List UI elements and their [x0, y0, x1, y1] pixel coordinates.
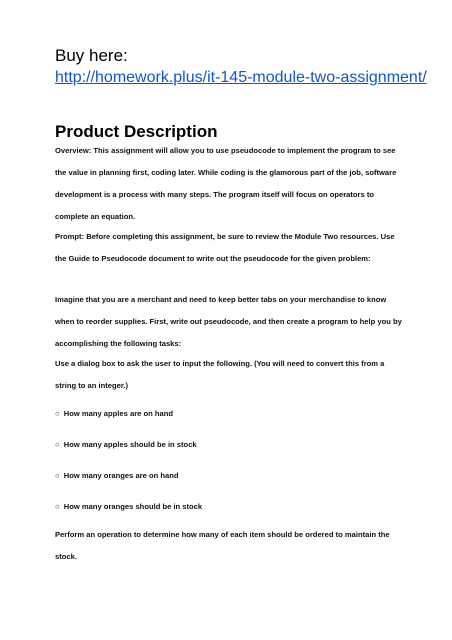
bullet-mark: ○ [55, 502, 60, 511]
buy-link[interactable]: http://homework.plus/it-145-module-two-assignment/ [55, 69, 427, 86]
list-item [55, 408, 173, 420]
prompt-paragraph: Prompt: Before completing this assignment, be sure to review the Module Two resources. Use the Guide to Pseudocode document to write out the pseudocode for the given problem: [55, 232, 395, 263]
list-item-text: How many apples are on hand [63, 409, 174, 418]
bullet-mark: ○ [55, 409, 60, 418]
list-item-text: How many oranges should be in stock [63, 502, 203, 511]
bullet-mark: ○ [55, 440, 60, 449]
list-item-text: How many apples should be in stock [63, 440, 197, 449]
list-item [55, 501, 202, 513]
closing-paragraph: Perform an operation to determine how many of each item should be ordered to maintain the stock. [55, 530, 390, 561]
list-item [55, 470, 179, 482]
list-item [55, 439, 197, 451]
buy-heading: Buy here: [55, 46, 128, 65]
overview-paragraph: Overview: This assignment will allow you to use pseudocode to implement the program to see the value in planning first, coding later. While coding is the glamorous part of the job, software development is a process with many steps. The program itself will focus on operators to complete an equation. [55, 146, 397, 221]
dialog-box-paragraph: Use a dialog box to ask the user to input the following. (You will need to convert this from a string to an integer.) [55, 359, 385, 390]
product-description-title: Product Description [55, 122, 218, 141]
list-item-text: How many oranges are on hand [63, 471, 179, 480]
imagine-paragraph: Imagine that you are a merchant and need to keep better tabs on your merchandise to know when to reorder supplies. First, write out pseudocode, and then create a program to help you by accomplishing the following tasks: [55, 295, 402, 348]
bullet-mark: ○ [55, 471, 60, 480]
